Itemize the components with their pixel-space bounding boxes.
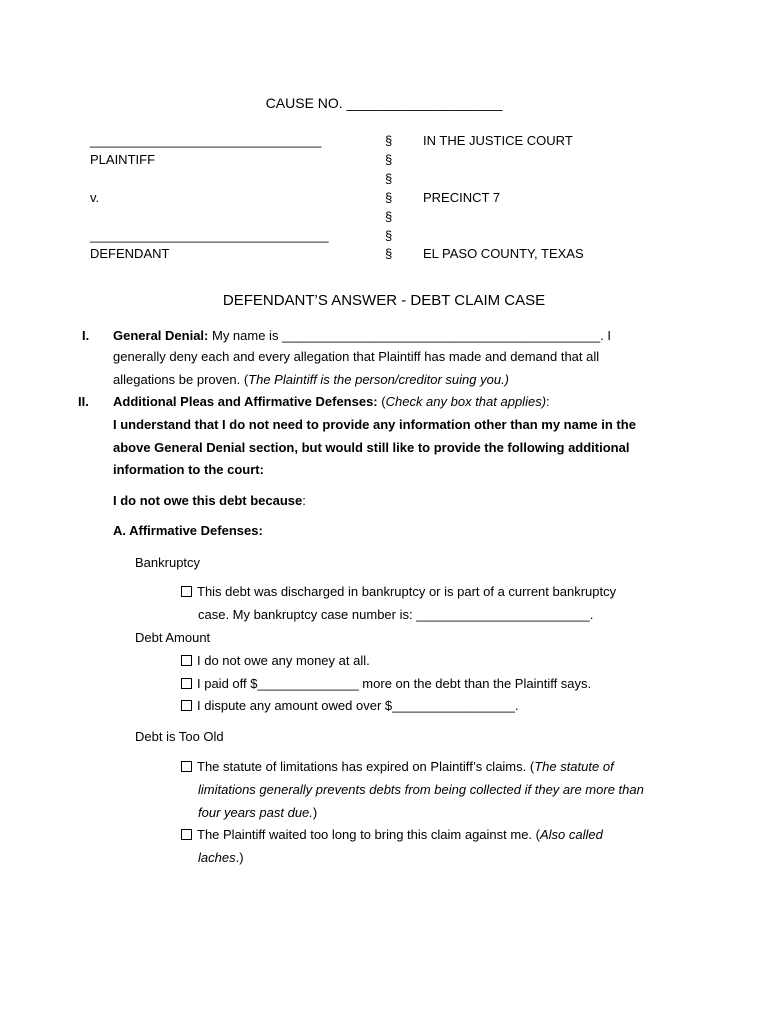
understand-line-2: above General Denial section, but would still like to provide the following additional: [113, 440, 630, 455]
owe-line: [113, 493, 306, 509]
debt-too-old-label: Debt is Too Old: [135, 729, 224, 744]
text: I paid off $______________ more on the debt than the Plaintiff says.: [197, 676, 592, 691]
plaintiff-note: The Plaintiff is the person/creditor suing you.): [248, 372, 510, 387]
text: The Plaintiff waited too long to bring this claim against me. (: [197, 827, 540, 842]
paid-off-checkbox[interactable]: [181, 678, 192, 689]
county: EL PASO COUNTY, TEXAS: [423, 246, 584, 261]
section-symbol: §: [385, 209, 393, 224]
name-blank: My name is ____________________________________________. I: [208, 328, 612, 343]
section-symbol: §: [385, 171, 393, 186]
additional-pleas-heading: Additional Pleas and Affirmative Defenses:: [113, 394, 378, 409]
general-denial-line-1: [113, 328, 611, 344]
text: The statute of: [534, 759, 614, 774]
section-symbol: §: [385, 246, 393, 261]
debt-amount-option-2: [181, 676, 591, 692]
defendant-name-line: _________________________________: [90, 228, 329, 243]
additional-pleas-line: [113, 394, 550, 410]
no-money-owed-checkbox[interactable]: [181, 655, 192, 666]
court-name: IN THE JUSTICE COURT: [423, 133, 573, 148]
text: .): [235, 850, 244, 865]
text: allegations be proven. (: [113, 372, 249, 387]
plaintiff-label: PLAINTIFF: [90, 152, 156, 167]
plaintiff-name-line: ________________________________: [90, 133, 322, 148]
section-symbol: §: [385, 133, 393, 148]
precinct: PRECINCT 7: [423, 190, 501, 205]
laches-checkbox[interactable]: [181, 829, 192, 840]
statute-note-line-3: [198, 805, 317, 821]
document-title: DEFENDANT’S ANSWER - DEBT CLAIM CASE: [222, 292, 546, 309]
bankruptcy-label: Bankruptcy: [135, 555, 201, 570]
cause-number: CAUSE NO. ____________________: [265, 95, 503, 111]
text: ): [312, 805, 318, 820]
section-symbol: §: [385, 228, 393, 243]
affirmative-defenses-heading: A. Affirmative Defenses:: [113, 523, 263, 538]
section-1-number: I.: [82, 328, 90, 343]
general-denial-line-2: generally deny each and every allegation that Plaintiff has made and demand that all: [113, 349, 600, 364]
bankruptcy-case-number-line: case. My bankruptcy case number is: ________________________.: [198, 607, 594, 622]
text: The statute of limitations has expired on Plaintiff’s claims. (: [197, 759, 535, 774]
understand-line-1: I understand that I do not need to provide any information other than my name in the: [113, 417, 636, 432]
text: Also called: [540, 827, 603, 842]
bankruptcy-checkbox[interactable]: [181, 586, 192, 597]
defendant-label: DEFENDANT: [90, 246, 170, 261]
text: I do not owe any money at all.: [197, 653, 370, 668]
laches-option: [181, 827, 603, 843]
text: I dispute any amount owed over $_________________.: [197, 698, 519, 713]
understand-line-3: information to the court:: [113, 462, 264, 477]
general-denial-heading: General Denial:: [113, 328, 209, 343]
text: :: [546, 394, 550, 409]
text: laches: [198, 850, 236, 865]
laches-note-line-2: [198, 850, 244, 866]
section-symbol: §: [385, 152, 393, 167]
section-2-number: II.: [78, 394, 89, 409]
versus-label: v.: [90, 190, 100, 205]
text: (: [377, 394, 386, 409]
statute-note-line-2: limitations generally prevents debts from being collected if they are more than: [198, 782, 644, 797]
debt-amount-option-3: [181, 698, 519, 714]
owe-heading: I do not owe this debt because: [113, 493, 303, 508]
dispute-amount-checkbox[interactable]: [181, 700, 192, 711]
debt-amount-option-1: [181, 653, 370, 669]
bankruptcy-option: [181, 584, 616, 600]
statute-checkbox[interactable]: [181, 761, 192, 772]
text: :: [302, 493, 306, 508]
statute-option: [181, 759, 614, 775]
debt-amount-label: Debt Amount: [135, 630, 211, 645]
check-instruction: Check any box that applies): [385, 394, 547, 409]
text: four years past due.: [198, 805, 313, 820]
general-denial-line-3: [113, 372, 509, 388]
section-symbol: §: [385, 190, 393, 205]
text: This debt was discharged in bankruptcy or is part of a current bankruptcy: [197, 584, 617, 599]
